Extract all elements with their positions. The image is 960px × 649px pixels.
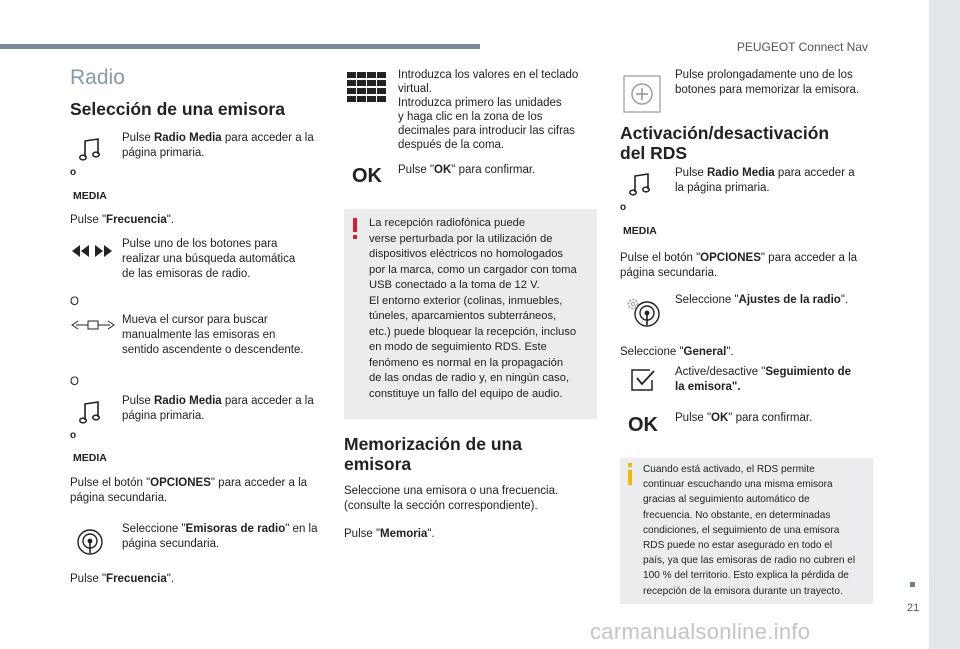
right-margin-bar (929, 0, 960, 649)
heading-rds: Activación/desactivación del RDS (620, 123, 830, 163)
keypad-grid-icon (347, 72, 387, 102)
ok-button-label: OK (628, 414, 658, 436)
or-separator: O (70, 376, 79, 388)
step-radio-media-2: Pulse Radio Media para acceder a la página primaria. (122, 395, 314, 422)
step-radio-media: Pulse Radio Media para acceder a la página primaria. (122, 132, 314, 159)
music-note-icon (628, 172, 652, 198)
top-accent-bar (0, 44, 480, 49)
press-options: Pulse el botón "OPCIONES" para acceder a la página secundaria. (70, 477, 308, 504)
longpress-text: Pulse prolongadamente uno de los botones para memorizar la emisora. (675, 69, 860, 96)
warning-exclamation-icon (352, 218, 358, 240)
page-number: 21 (907, 602, 920, 614)
select-general: Seleccione "General". (620, 346, 734, 358)
cursor-slider-icon (70, 318, 116, 332)
press-frequency-2: Pulse "Frecuencia". (70, 573, 175, 585)
cursor-text: Mueva el cursor para buscar manualmente las emisoras en sentido ascendente o descendente. (122, 314, 304, 356)
radio-antenna-icon (76, 528, 104, 556)
media-button-label: MEDIA (623, 225, 657, 237)
or-label: o (70, 167, 77, 178)
ok-button-label: OK (352, 165, 382, 187)
press-ok-rds: Pulse "OK" para confirmar. (675, 412, 813, 424)
section-title: Radio (70, 66, 125, 89)
info-text: Cuando está activado, el RDS permite continuar escuchando una misma emisora gracias al seguimiento automático de frecuencia. No obstante, en determinadas condiciones, el seguimiento de una emisora RDS puede no estar asegurado en todo el país, ya que las emisoras de radio no cubren el 100 % del territorio. Esto explica la pérdida de recepción de la emisora durante un trayecto. (643, 464, 856, 597)
step-radio-media-rds: Pulse Radio Media para acceder a la página primaria. (675, 167, 855, 194)
warning-text: La recepción radiofónica puede verse perturbada por la utilización de dispositivos eléctricos no homologados por la marca, como un cargador con toma USB conectado a la toma de 12 V. El entorno exterior (colinas, inmuebles, túneles, aparcamientos subterráneos, etc.) puede bloquear la recepción, incluso en modo de seguimiento RDS. Este fenómeno es normal en la propagación de las ondas de radio y, en ningún caso, constituye un fallo del equipo de audio. (369, 217, 577, 400)
press-frequency: Pulse "Frecuencia". (70, 214, 175, 226)
media-button-label: MEDIA (73, 190, 107, 202)
press-ok: Pulse "OK" para confirmar. (398, 164, 536, 176)
keypad-text: Introduzca los valores en el teclado virtual. Introduzca primero las unidades y haga clic en la zona de los decimales para introducir las cifras después de la coma. (398, 69, 579, 151)
or-label: o (620, 202, 627, 213)
media-button-label: MEDIA (73, 452, 107, 464)
heading-memorize: Memorización de una emisora (344, 434, 522, 474)
watermark: carmanualsonline.info (590, 619, 811, 644)
select-stations: Seleccione "Emisoras de radio" en la página secundaria. (122, 523, 318, 550)
info-icon (627, 463, 633, 485)
press-options-rds: Pulse el botón "OPCIONES" para acceder a la página secundaria. (620, 252, 858, 279)
add-preset-icon (623, 75, 661, 113)
seek-arrows-icon (70, 243, 114, 259)
music-note-icon (78, 137, 102, 163)
checkbox-icon (630, 368, 656, 392)
page-header-brand: PEUGEOT Connect Nav (736, 40, 868, 54)
or-label: o (70, 430, 77, 441)
or-separator: O (70, 296, 79, 308)
press-memory: Pulse "Memoria". (344, 528, 435, 540)
seek-text: Pulse uno de los botones para realizar una búsqueda automática de las emisoras de radio. (122, 238, 296, 280)
page-marker (910, 582, 915, 587)
radio-settings-icon (625, 295, 661, 329)
memorize-text: Seleccione una emisora o una frecuencia. (consulte la sección correspondiente). (344, 485, 559, 512)
toggle-station-tracking: Active/desactive "Seguimiento de la emisora". (675, 366, 851, 393)
select-radio-settings: Seleccione "Ajustes de la radio". (675, 294, 849, 306)
heading-select-station: Selección de una emisora (70, 99, 285, 119)
music-note-icon (78, 400, 102, 426)
